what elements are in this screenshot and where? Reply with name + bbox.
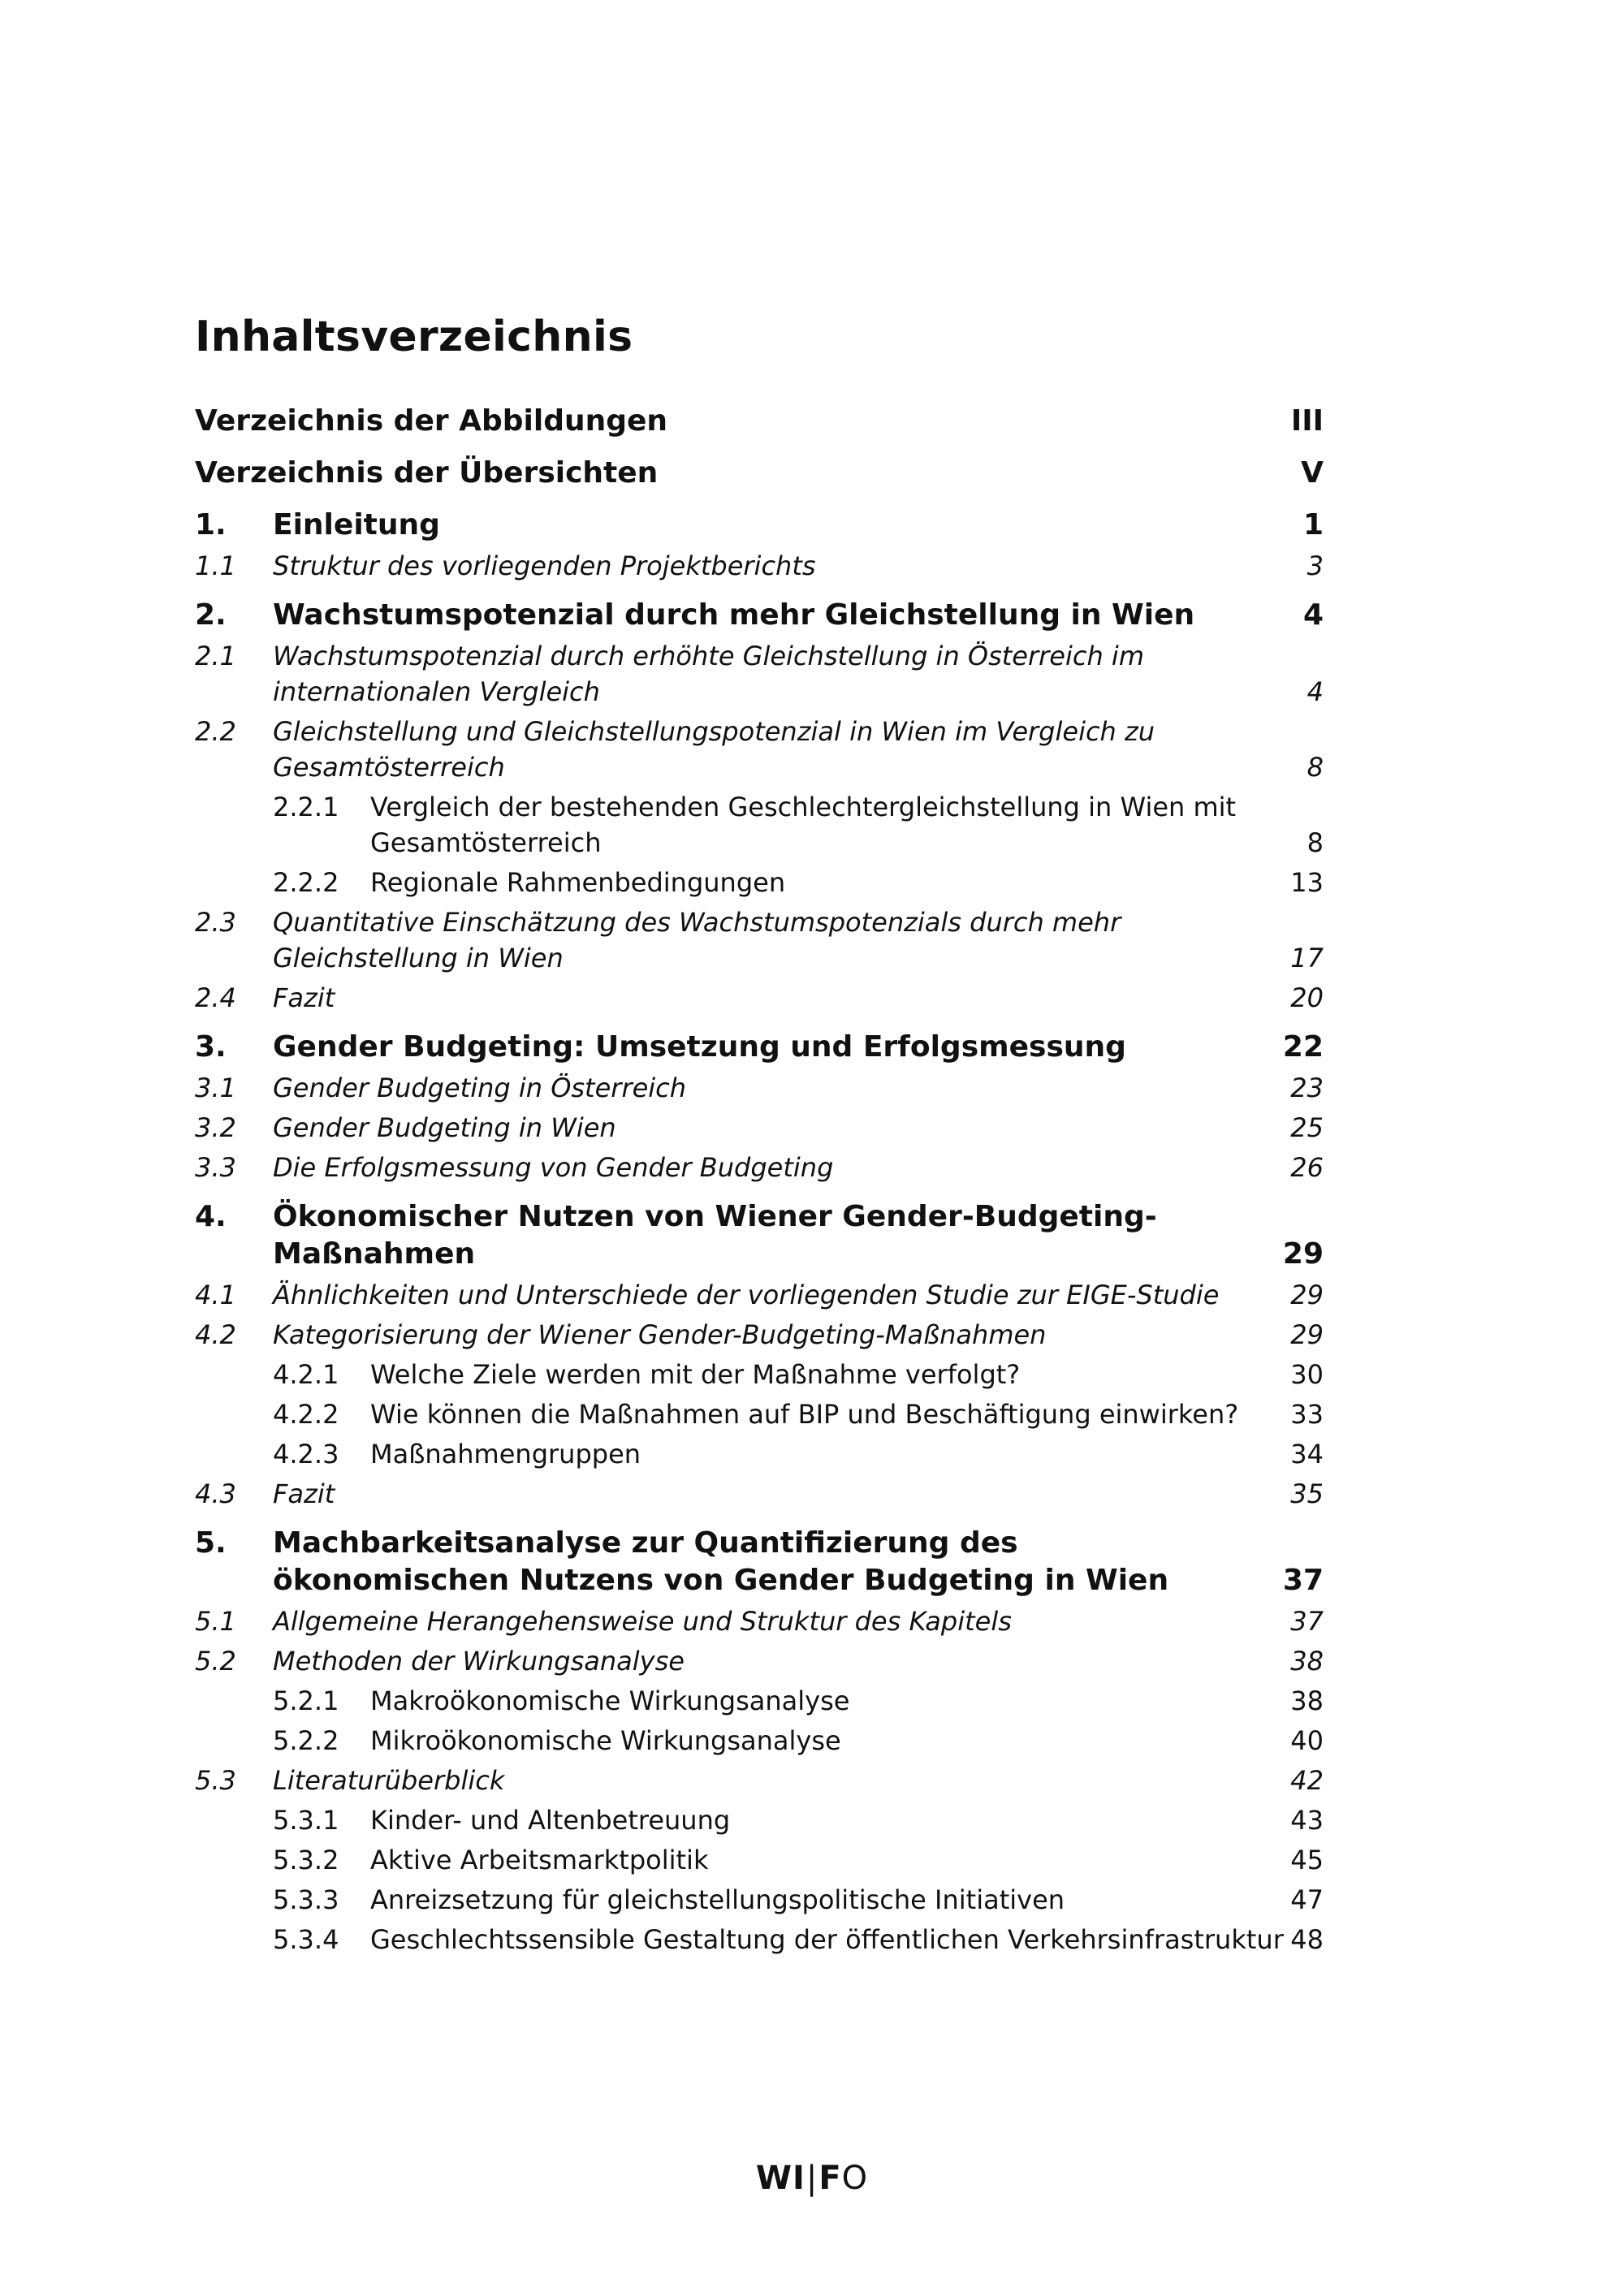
toc-entry-page: 38 — [1290, 1685, 1324, 1716]
toc-entry-page: 3 — [1307, 550, 1324, 581]
toc-entry-title: Die Erfolgsmessung von Gender Budgeting — [273, 1152, 834, 1183]
toc-entry-title: Gender Budgeting: Umsetzung und Erfolgsmessung — [273, 1030, 1126, 1064]
toc-entry-page: 30 — [1290, 1359, 1324, 1390]
toc-entry-title: Gender Budgeting in Österreich — [273, 1072, 687, 1103]
toc-entry-title: Kinder- und Altenbetreuung — [370, 1805, 731, 1836]
toc-entry-title: Aktive Arbeitsmarktpolitik — [370, 1845, 709, 1875]
toc-entry-number: 5.3.2 — [273, 1845, 339, 1875]
toc-entry-page: 45 — [1290, 1845, 1324, 1875]
toc-entry[interactable] — [195, 1723, 1324, 1759]
toc-entry[interactable] — [195, 1476, 1324, 1512]
toc-entry-number: 5.2.2 — [273, 1725, 339, 1756]
toc-entry-title: Einleitung — [273, 508, 440, 542]
toc-entry-page: III — [1290, 404, 1324, 438]
table-of-contents — [195, 390, 1324, 1957]
toc-entry[interactable] — [195, 453, 1324, 494]
toc-entry[interactable] — [195, 1683, 1324, 1719]
logo-separator: | — [806, 2160, 818, 2197]
toc-entry-page: 23 — [1290, 1072, 1324, 1103]
toc-entry-title: Verzeichnis der Abbildungen — [195, 404, 668, 438]
toc-entry-page: 34 — [1290, 1439, 1324, 1470]
toc-entry-number: 4.2 — [195, 1319, 236, 1350]
toc-entry-number: 4.2.1 — [273, 1359, 339, 1390]
toc-entry-title: Wachstumspotenzial durch mehr Gleichstellung in Wien — [273, 598, 1195, 632]
toc-entry[interactable] — [195, 980, 1324, 1016]
toc-entry-title: Regionale Rahmenbedingungen — [370, 867, 786, 898]
toc-entry[interactable] — [195, 1110, 1324, 1146]
toc-entry-page: 4 — [1307, 676, 1324, 707]
toc-entry-page: 8 — [1307, 827, 1324, 858]
toc-entry-title: Verzeichnis der Übersichten — [195, 456, 659, 490]
page-title: Inhaltsverzeichnis — [195, 313, 633, 361]
toc-entry-title: Allgemeine Herangehensweise und Struktur des Kapitels — [273, 1606, 1012, 1637]
toc-entry-page: 38 — [1290, 1646, 1324, 1677]
toc-entry-page: 25 — [1290, 1112, 1324, 1143]
toc-entry-title: Fazit — [273, 982, 335, 1013]
toc-entry-number: 5.2 — [195, 1646, 236, 1677]
toc-entry-number: 2.4 — [195, 982, 236, 1013]
toc-entry[interactable] — [195, 1150, 1324, 1185]
toc-entry-page: 20 — [1290, 982, 1324, 1013]
toc-entry-page: 37 — [1290, 1606, 1324, 1637]
toc-entry-page: 17 — [1290, 943, 1324, 973]
toc-entry[interactable] — [195, 507, 1324, 544]
toc-entry-title: Ökonomischer Nutzen von Wiener Gender-Budgeting-Maßnahmen — [273, 1200, 1157, 1271]
toc-entry-title: Machbarkeitsanalyse zur Quantifizierung des ökonomischen Nutzens von Gender Budgeting in Wien — [273, 1526, 1169, 1597]
toc-entry[interactable] — [195, 1802, 1324, 1838]
toc-entry-title: Fazit — [273, 1478, 335, 1509]
toc-entry-number: 3.3 — [195, 1152, 236, 1183]
toc-entry-title: Literaturüberblick — [273, 1765, 505, 1796]
logo-text-mid: F — [818, 2160, 842, 2197]
toc-entry[interactable] — [195, 401, 1324, 442]
logo-text-right: O — [841, 2160, 869, 2197]
toc-entry-number: 2.2 — [195, 716, 236, 747]
toc-entry[interactable] — [195, 904, 1324, 976]
toc-entry-title: Geschlechtssensible Gestaltung der öffentlichen Verkehrsinfrastruktur — [370, 1924, 1284, 1955]
toc-entry-title: Struktur des vorliegenden Projektberichts — [273, 550, 816, 581]
toc-entry[interactable] — [195, 1922, 1324, 1957]
toc-entry-number: 2. — [195, 598, 227, 632]
toc-entry-title: Ähnlichkeiten und Unterschiede der vorliegenden Studie zur EIGE-Studie — [273, 1280, 1220, 1310]
toc-entry-number: 5.3.1 — [273, 1805, 339, 1836]
toc-entry[interactable] — [195, 1603, 1324, 1639]
toc-entry[interactable] — [195, 1763, 1324, 1798]
wifo-logo — [0, 2160, 1624, 2197]
toc-entry[interactable] — [195, 1198, 1324, 1273]
toc-entry-title: Gender Budgeting in Wien — [273, 1112, 616, 1143]
toc-entry-title: Makroökonomische Wirkungsanalyse — [370, 1685, 850, 1716]
toc-entry[interactable] — [195, 789, 1324, 861]
toc-entry-title: Kategorisierung der Wiener Gender-Budgeting-Maßnahmen — [273, 1319, 1047, 1350]
toc-entry-title: Welche Ziele werden mit der Maßnahme verfolgt? — [370, 1359, 1021, 1390]
toc-entry-page: 43 — [1290, 1805, 1324, 1836]
toc-entry-title: Vergleich der bestehenden Geschlechtergleichstellung in Wien mit Gesamtösterreich — [370, 792, 1237, 858]
toc-entry[interactable] — [195, 1436, 1324, 1472]
toc-entry-number: 4.2.3 — [273, 1439, 339, 1470]
toc-entry-title: Quantitative Einschätzung des Wachstumspotenzials durch mehr Gleichstellung in Wien — [273, 907, 1121, 973]
toc-entry-page: 1 — [1302, 508, 1324, 542]
toc-entry-number: 5.3 — [195, 1765, 236, 1796]
toc-entry[interactable] — [195, 597, 1324, 634]
toc-entry-page: 40 — [1290, 1725, 1324, 1756]
toc-entry-page: 48 — [1290, 1924, 1324, 1955]
toc-entry[interactable] — [195, 1070, 1324, 1106]
toc-entry-number: 1.1 — [195, 550, 236, 581]
toc-entry-number: 3. — [195, 1030, 227, 1064]
toc-entry-number: 4.3 — [195, 1478, 236, 1509]
toc-entry-number: 2.3 — [195, 907, 236, 938]
toc-entry-title: Gleichstellung und Gleichstellungspotenzial in Wien im Vergleich zu Gesamtösterreich — [273, 716, 1155, 783]
toc-entry-number: 4. — [195, 1200, 227, 1233]
toc-entry-page: 22 — [1282, 1030, 1324, 1064]
toc-entry-number: 5.3.3 — [273, 1884, 339, 1915]
toc-entry-number: 5. — [195, 1526, 227, 1560]
logo-text-left: WI — [755, 2160, 806, 2197]
toc-entry-page: 29 — [1290, 1319, 1324, 1350]
toc-entry[interactable] — [195, 1396, 1324, 1432]
toc-entry[interactable] — [195, 1643, 1324, 1679]
toc-entry-page: 33 — [1290, 1399, 1324, 1430]
toc-entry-page: 8 — [1307, 752, 1324, 783]
toc-entry[interactable] — [195, 1317, 1324, 1353]
toc-entry-page: 13 — [1290, 867, 1324, 898]
toc-entry[interactable] — [195, 1525, 1324, 1599]
toc-entry-page: 4 — [1302, 598, 1324, 632]
toc-entry-number: 4.1 — [195, 1280, 236, 1310]
toc-entry-page: 37 — [1282, 1564, 1324, 1597]
toc-entry-page: 47 — [1290, 1884, 1324, 1915]
toc-entry-number: 3.1 — [195, 1072, 236, 1103]
toc-entry[interactable] — [195, 548, 1324, 584]
toc-entry-number: 5.1 — [195, 1606, 236, 1637]
toc-entry-page: 42 — [1290, 1765, 1324, 1796]
toc-entry-number: 2.1 — [195, 641, 236, 671]
toc-entry-title: Methoden der Wirkungsanalyse — [273, 1646, 685, 1677]
toc-entry-title: Mikroökonomische Wirkungsanalyse — [370, 1725, 841, 1756]
toc-entry-number: 5.2.1 — [273, 1685, 339, 1716]
toc-entry-number: 3.2 — [195, 1112, 236, 1143]
toc-entry[interactable] — [195, 1882, 1324, 1918]
toc-entry[interactable] — [195, 1842, 1324, 1878]
toc-entry-title: Anreizsetzung für gleichstellungspolitische Initiativen — [370, 1884, 1065, 1915]
toc-entry-title: Wie können die Maßnahmen auf BIP und Beschäftigung einwirken? — [370, 1399, 1239, 1430]
toc-entry-page: 26 — [1290, 1152, 1324, 1183]
toc-entry[interactable] — [195, 1029, 1324, 1066]
toc-entry-page: 29 — [1290, 1280, 1324, 1310]
toc-entry-page: 29 — [1282, 1237, 1324, 1271]
toc-entry-number: 4.2.2 — [273, 1399, 339, 1430]
toc-entry[interactable] — [195, 1357, 1324, 1392]
toc-entry-number: 2.2.2 — [273, 867, 339, 898]
toc-entry-title: Wachstumspotenzial durch erhöhte Gleichstellung in Österreich im internationalen Vergleich — [273, 641, 1144, 707]
toc-entry-number: 1. — [195, 508, 227, 542]
toc-entry[interactable] — [195, 1277, 1324, 1313]
toc-entry-number: 2.2.1 — [273, 792, 339, 822]
toc-entry[interactable] — [195, 865, 1324, 900]
toc-entry[interactable] — [195, 638, 1324, 710]
toc-entry-number: 5.3.4 — [273, 1924, 339, 1955]
toc-entry[interactable] — [195, 714, 1324, 785]
toc-entry-page: V — [1301, 456, 1324, 490]
toc-entry-title: Maßnahmengruppen — [370, 1439, 641, 1470]
toc-entry-page: 35 — [1290, 1478, 1324, 1509]
